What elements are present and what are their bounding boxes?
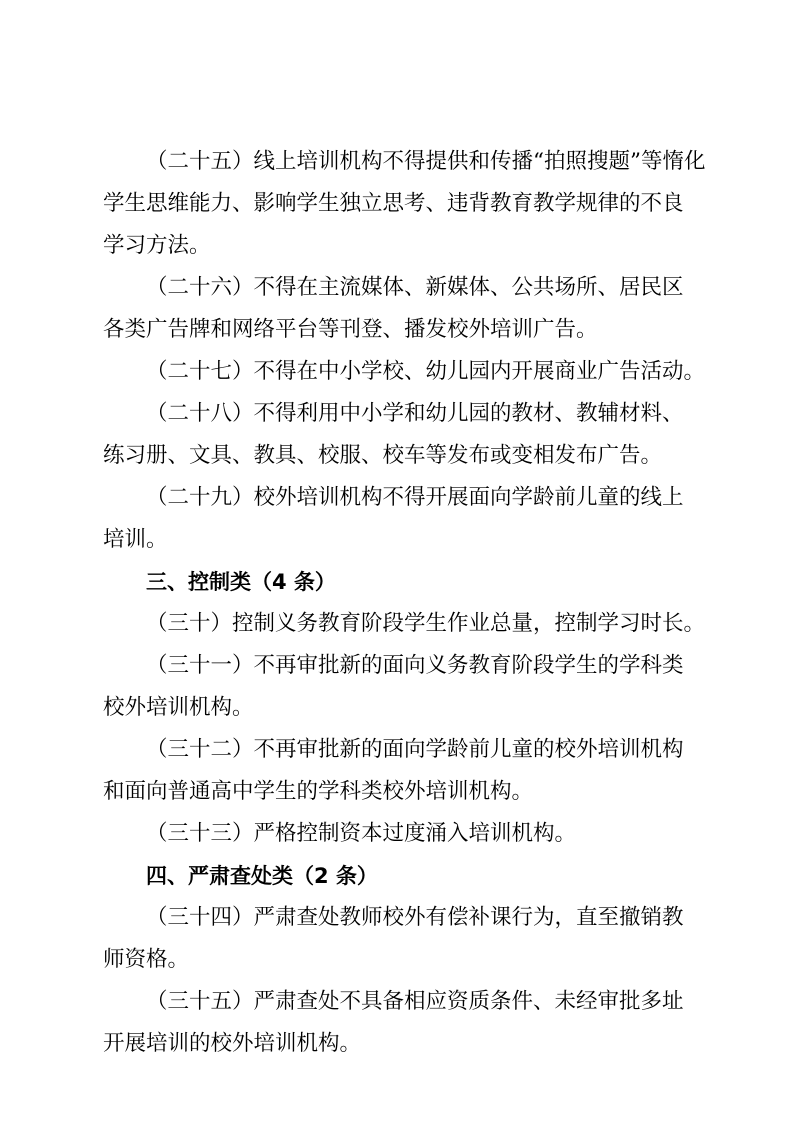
paragraph-26-line-2: 各类广告牌和网络平台等刊登、播发校外培训广告。 xyxy=(103,317,598,342)
paragraph-27-line-1: （二十七）不得在中小学校、幼儿园内开展商业广告活动。 xyxy=(146,359,706,384)
paragraph-31-line-1: （三十一）不再审批新的面向义务教育阶段学生的学科类 xyxy=(146,653,684,678)
paragraph-32-line-2: 和面向普通高中学生的学科类校外培训机构。 xyxy=(103,779,534,804)
paragraph-34-line-2: 师资格。 xyxy=(103,947,190,972)
paragraph-29-line-1: （二十九）校外培训机构不得开展面向学龄前儿童的线上 xyxy=(146,485,684,510)
paragraph-26-line-1: （二十六）不得在主流媒体、新媒体、公共场所、居民区 xyxy=(146,275,684,300)
paragraph-29-line-2: 培训。 xyxy=(103,527,168,552)
paragraph-30-line-1: （三十）控制义务教育阶段学生作业总量，控制学习时长。 xyxy=(146,611,706,636)
paragraph-31-line-2: 校外培训机构。 xyxy=(103,695,254,720)
paragraph-33-line-1: （三十三）严格控制资本过度涌入培训机构。 xyxy=(146,821,577,846)
paragraph-25-line-2: 学生思维能力、影响学生独立思考、违背教育教学规律的不良 xyxy=(103,191,684,216)
paragraph-25-line-1: （二十五）线上培训机构不得提供和传播“拍照搜题”等惰化 xyxy=(146,149,706,174)
paragraph-34-line-1: （三十四）严肃查处教师校外有偿补课行为，直至撤销教 xyxy=(146,905,684,930)
paragraph-32-line-1: （三十二）不再审批新的面向学龄前儿童的校外培训机构 xyxy=(146,737,684,762)
paragraph-28-line-1: （二十八）不得利用中小学和幼儿园的教材、教辅材料、 xyxy=(146,401,684,426)
section-heading-control: 三、控制类（4 条） xyxy=(146,570,336,594)
paragraph-35-line-2: 开展培训的校外培训机构。 xyxy=(103,1031,362,1056)
paragraph-28-line-2: 练习册、文具、教具、校服、校车等发布或变相发布广告。 xyxy=(103,443,663,468)
paragraph-35-line-1: （三十五）严肃查处不具备相应资质条件、未经审批多址 xyxy=(146,989,684,1014)
section-heading-investigation: 四、严肃查处类（2 条） xyxy=(146,864,378,888)
paragraph-25-line-3: 学习方法。 xyxy=(103,233,211,258)
